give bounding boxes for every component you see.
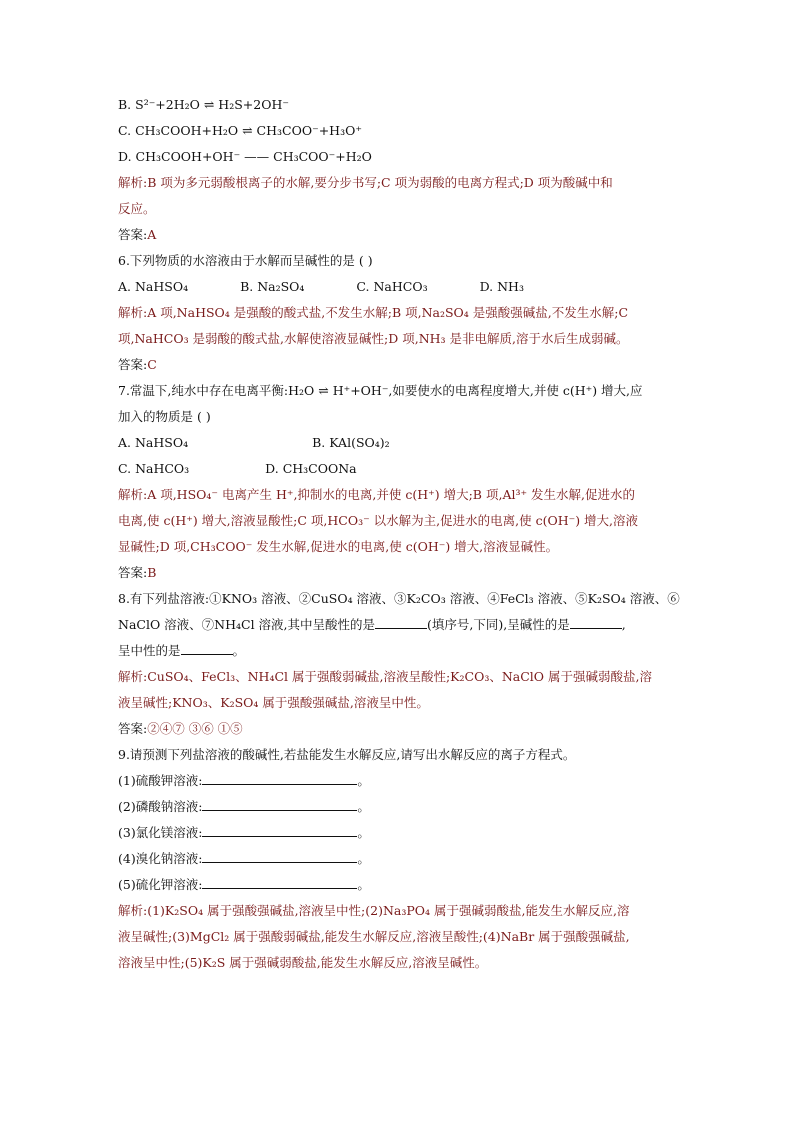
q8-stem-text: , <box>621 617 626 632</box>
q7-options-row-1 <box>118 430 683 456</box>
q7-analysis-line-2: 电离,使 c(H⁺) 增大,溶液显酸性;C 项,HCO₃⁻ 以水解为主,促进水的电离,使 c(OH⁻) 增大,溶液 <box>118 513 639 528</box>
answer-value: ②④⑦ ③⑥ ①⑤ <box>147 721 243 736</box>
q9-item-end: 。 <box>357 773 370 788</box>
q7-option-a: A. NaHSO₄ <box>118 435 189 450</box>
q9-item-1-blank[interactable] <box>202 784 357 785</box>
q7-option-b: B. KAl(SO₄)₂ <box>312 435 390 450</box>
q9-item-3 <box>118 820 683 846</box>
q6-stem: 6.下列物质的水溶液由于水解而呈碱性的是 ( ) <box>118 253 373 268</box>
prev-analysis-line-2: 反应。 <box>118 201 156 216</box>
q7-analysis-line-3: 显碱性;D 项,CH₃COO⁻ 发生水解,促进水的电离,使 c(OH⁻) 增大,溶液显碱性。 <box>118 539 559 554</box>
q9-item-label: (1)硫酸钾溶液: <box>118 773 203 788</box>
q6-option-a: A. NaHSO₄ <box>118 279 189 294</box>
q9-item-label: (4)溴化钠溶液: <box>118 851 203 866</box>
q9-item-label: (3)氯化镁溶液: <box>118 825 203 840</box>
q9-analysis-line-3: 溶液呈中性;(5)K₂S 属于强碱弱酸盐,能发生水解反应,溶液呈碱性。 <box>118 955 488 970</box>
q8-analysis-line-2: 液呈碱性;KNO₃、K₂SO₄ 属于强酸强碱盐,溶液呈中性。 <box>118 695 429 710</box>
q9-item-end: 。 <box>357 799 370 814</box>
answer-label: 答案: <box>118 227 148 242</box>
q7-option-d: D. CH₃COONa <box>265 461 357 476</box>
answer-label: 答案: <box>118 565 148 580</box>
q8-stem-line-3 <box>118 638 683 664</box>
q6-option-d: D. NH₃ <box>479 279 524 294</box>
document-page <box>118 92 683 976</box>
q6-option-b: B. Na₂SO₄ <box>240 279 305 294</box>
q7-answer <box>118 560 683 586</box>
q7-stem-line-1: 7.常温下,纯水中存在电离平衡:H₂O ⇌ H⁺+OH⁻,如要使水的电离程度增大,并使 c(H⁺) 增大,应 <box>118 383 643 398</box>
q8-neutral-blank[interactable] <box>181 654 233 655</box>
q9-stem: 9.请预测下列盐溶液的酸碱性,若盐能发生水解反应,请写出水解反应的离子方程式。 <box>118 747 576 762</box>
answer-value: C <box>147 357 157 372</box>
q9-item-2-blank[interactable] <box>202 810 357 811</box>
q7-stem-line-2: 加入的物质是 ( ) <box>118 409 211 424</box>
q9-item-3-blank[interactable] <box>202 836 357 837</box>
prev-option-b: B. S²⁻+2H₂O ⇌ H₂S+2OH⁻ <box>118 97 289 112</box>
q7-options-row-2 <box>118 456 683 482</box>
q9-item-2 <box>118 794 683 820</box>
answer-value: A <box>147 227 157 242</box>
q9-item-end: 。 <box>357 851 370 866</box>
q8-stem-text: 。 <box>232 643 246 658</box>
q6-answer <box>118 352 683 378</box>
q6-analysis-line-1: 解析:A 项,NaHSO₄ 是强酸的酸式盐,不发生水解;B 项,Na₂SO₄ 是强酸强碱盐,不发生水解;C <box>118 305 629 320</box>
q9-item-4 <box>118 846 683 872</box>
q7-analysis-line-1: 解析:A 项,HSO₄⁻ 电离产生 H⁺,抑制水的电离,并使 c(H⁺) 增大;B 项,Al³⁺ 发生水解,促进水的 <box>118 487 636 502</box>
q9-item-5 <box>118 872 683 898</box>
q8-answer <box>118 716 683 742</box>
q8-stem-text: NaClO 溶液、⑦NH₄Cl 溶液,其中呈酸性的是 <box>118 617 376 632</box>
q6-options <box>118 274 683 300</box>
q8-stem-line-2 <box>118 612 683 638</box>
prev-option-d: D. CH₃COOH+OH⁻ —— CH₃COO⁻+H₂O <box>118 149 372 164</box>
q7-option-c: C. NaHCO₃ <box>118 461 190 476</box>
q9-item-5-blank[interactable] <box>202 888 357 889</box>
q9-item-label: (2)磷酸钠溶液: <box>118 799 203 814</box>
q9-item-4-blank[interactable] <box>202 862 357 863</box>
q9-analysis-line-2: 液呈碱性;(3)MgCl₂ 属于强酸弱碱盐,能发生水解反应,溶液呈酸性;(4)NaBr 属于强酸强碱盐, <box>118 929 630 944</box>
q9-analysis-line-1: 解析:(1)K₂SO₄ 属于强酸强碱盐,溶液呈中性;(2)Na₃PO₄ 属于强碱弱酸盐,能发生水解反应,溶 <box>118 903 630 918</box>
q8-acidic-blank[interactable] <box>375 628 427 629</box>
answer-label: 答案: <box>118 721 148 736</box>
prev-option-c: C. CH₃COOH+H₂O ⇌ CH₃COO⁻+H₃O⁺ <box>118 123 362 138</box>
q6-analysis-line-2: 项,NaHCO₃ 是弱酸的酸式盐,水解使溶液显碱性;D 项,NH₃ 是非电解质,溶于水后生成弱碱。 <box>118 331 629 346</box>
q9-item-end: 。 <box>357 825 370 840</box>
q8-stem-text: 呈中性的是 <box>118 643 181 658</box>
answer-label: 答案: <box>118 357 148 372</box>
prev-answer <box>118 222 683 248</box>
q8-stem-line-1: 8.有下列盐溶液:①KNO₃ 溶液、②CuSO₄ 溶液、③K₂CO₃ 溶液、④FeCl₃ 溶液、⑤K₂SO₄ 溶液、⑥ <box>118 591 680 606</box>
q8-stem-text: (填序号,下同),呈碱性的是 <box>427 617 570 632</box>
q8-analysis-line-1: 解析:CuSO₄、FeCl₃、NH₄Cl 属于强酸弱碱盐,溶液呈酸性;K₂CO₃、NaClO 属于强碱弱酸盐,溶 <box>118 669 652 684</box>
q6-option-c: C. NaHCO₃ <box>356 279 428 294</box>
answer-value: B <box>147 565 157 580</box>
q9-item-end: 。 <box>357 877 370 892</box>
prev-analysis-line-1: 解析:B 项为多元弱酸根离子的水解,要分步书写;C 项为弱酸的电离方程式;D 项为酸碱中和 <box>118 175 613 190</box>
q8-basic-blank[interactable] <box>570 628 622 629</box>
q9-item-label: (5)硫化钾溶液: <box>118 877 203 892</box>
q9-item-1 <box>118 768 683 794</box>
